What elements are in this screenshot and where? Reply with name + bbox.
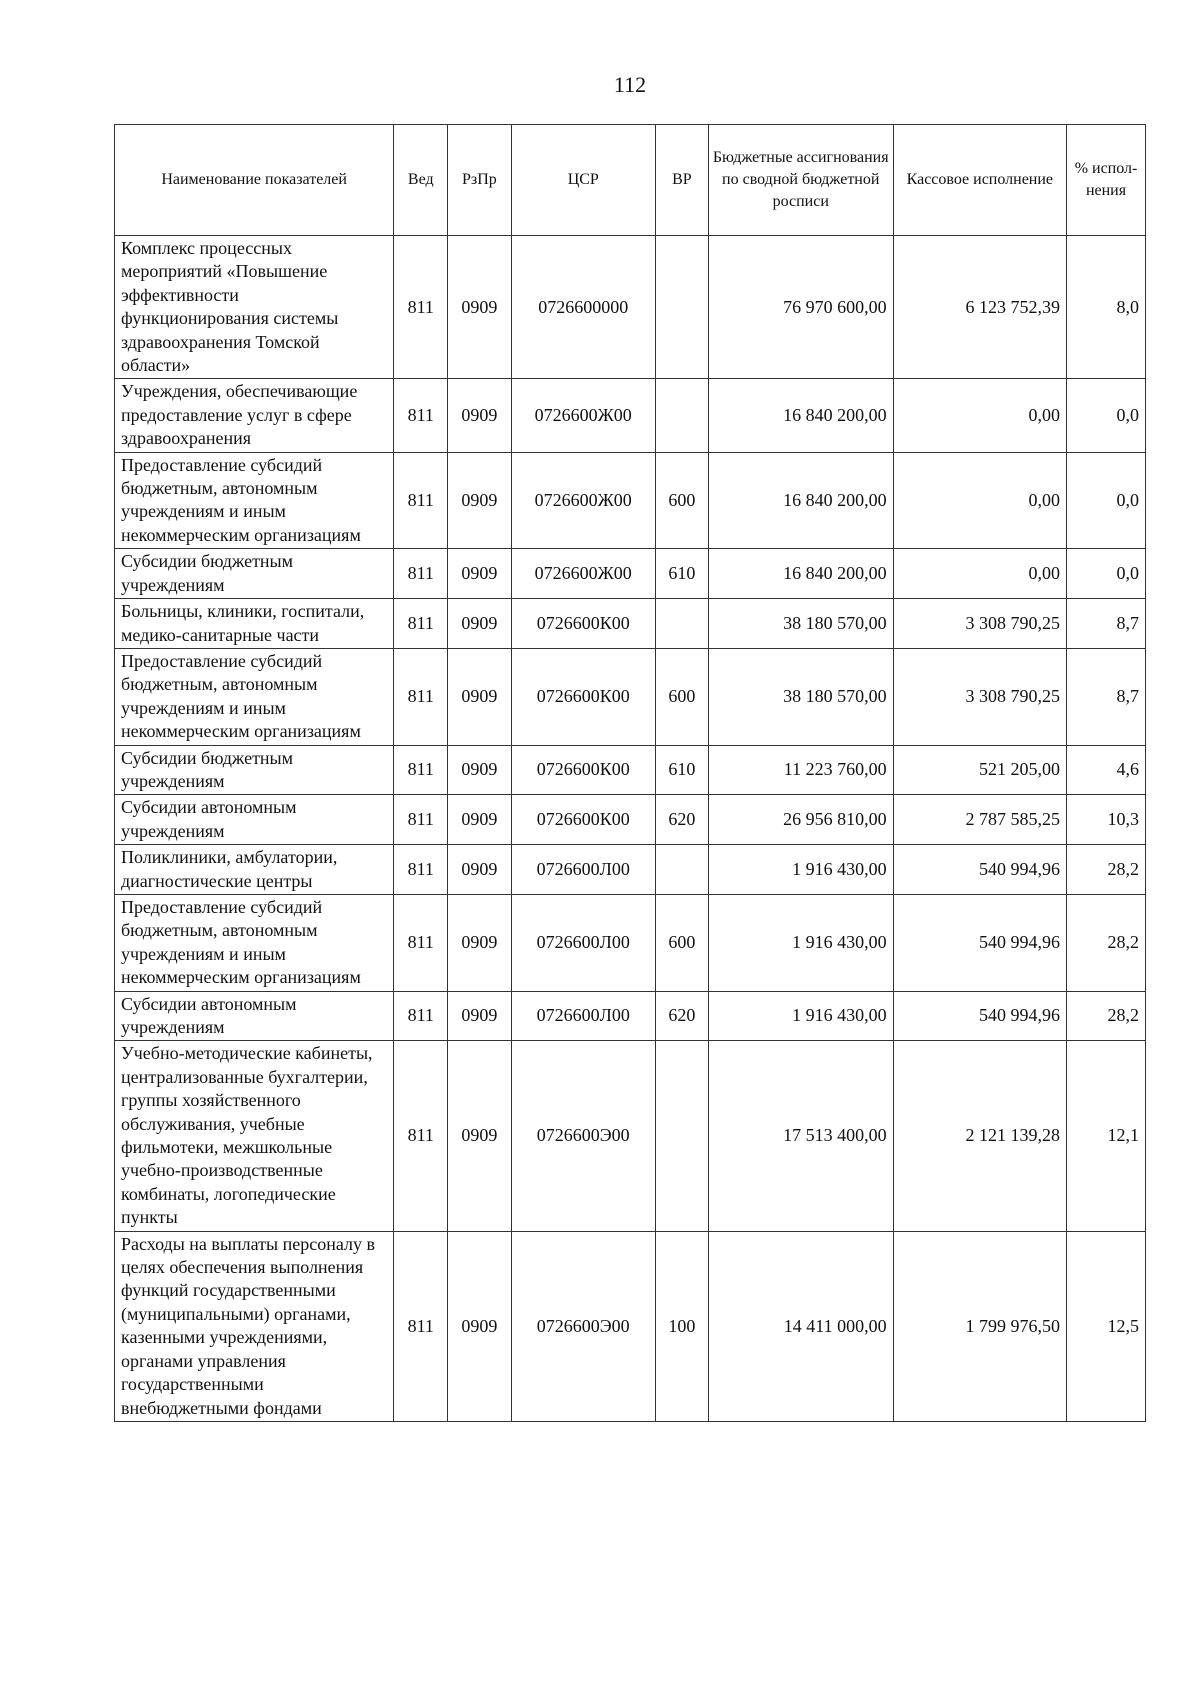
cell-budget: 17 513 400,00 xyxy=(708,1041,893,1231)
cell-rzpr: 0909 xyxy=(448,599,511,649)
cell-csr: 0726600Ж00 xyxy=(511,549,655,599)
cell-ved: 811 xyxy=(394,452,448,549)
cell-budget: 1 916 430,00 xyxy=(708,991,893,1041)
table-row xyxy=(115,991,1146,1041)
cell-csr: 0726600К00 xyxy=(511,745,655,795)
cell-budget: 76 970 600,00 xyxy=(708,236,893,379)
cell-pct: 12,5 xyxy=(1067,1231,1146,1421)
cell-name: Поликлиники, амбулатории, диагностические центры xyxy=(115,845,394,895)
cell-name: Предоставление субсидий бюджетным, автономным учреждениям и иным некоммерческим организациям xyxy=(115,648,394,745)
header-csr: ЦСР xyxy=(511,125,655,236)
cell-vr xyxy=(655,236,708,379)
cell-budget: 1 916 430,00 xyxy=(708,845,893,895)
cell-rzpr: 0909 xyxy=(448,648,511,745)
cell-ved: 811 xyxy=(394,648,448,745)
table-row xyxy=(115,452,1146,549)
table-row xyxy=(115,379,1146,452)
cell-cash: 540 994,96 xyxy=(893,991,1066,1041)
cell-name: Предоставление субсидий бюджетным, автономным учреждениям и иным некоммерческим организациям xyxy=(115,894,394,991)
cell-csr: 0726600Л00 xyxy=(511,845,655,895)
cell-name: Субсидии автономным учреждениям xyxy=(115,991,394,1041)
cell-cash: 6 123 752,39 xyxy=(893,236,1066,379)
cell-budget: 26 956 810,00 xyxy=(708,795,893,845)
cell-name: Предоставление субсидий бюджетным, автономным учреждениям и иным некоммерческим организациям xyxy=(115,452,394,549)
table-row xyxy=(115,1041,1146,1231)
cell-vr: 620 xyxy=(655,795,708,845)
table-row xyxy=(115,648,1146,745)
cell-cash: 2 787 585,25 xyxy=(893,795,1066,845)
cell-pct: 8,7 xyxy=(1067,648,1146,745)
header-cash: Кассовое исполнение xyxy=(893,125,1066,236)
cell-ved: 811 xyxy=(394,745,448,795)
cell-budget: 38 180 570,00 xyxy=(708,599,893,649)
cell-ved: 811 xyxy=(394,1041,448,1231)
cell-rzpr: 0909 xyxy=(448,452,511,549)
cell-rzpr: 0909 xyxy=(448,845,511,895)
cell-rzpr: 0909 xyxy=(448,1041,511,1231)
cell-name: Учебно-методические кабинеты, централизованные бухгалтерии, группы хозяйственного обслуживания, учебные фильмотеки, межшкольные учебно-производственные комбинаты, логопедические пункты xyxy=(115,1041,394,1231)
table-row xyxy=(115,845,1146,895)
cell-name: Расходы на выплаты персоналу в целях обеспечения выполнения функций государственными (муниципальными) органами, казенными учреждениями, органами управления государственными внебюджетными фондами xyxy=(115,1231,394,1421)
cell-budget: 11 223 760,00 xyxy=(708,745,893,795)
budget-table xyxy=(114,124,1146,1422)
cell-rzpr: 0909 xyxy=(448,745,511,795)
cell-name: Субсидии бюджетным учреждениям xyxy=(115,745,394,795)
cell-ved: 811 xyxy=(394,795,448,845)
cell-ved: 811 xyxy=(394,236,448,379)
cell-vr: 610 xyxy=(655,549,708,599)
table-row xyxy=(115,894,1146,991)
cell-cash: 0,00 xyxy=(893,379,1066,452)
cell-name: Больницы, клиники, госпитали, медико-санитарные части xyxy=(115,599,394,649)
cell-budget: 38 180 570,00 xyxy=(708,648,893,745)
table-row xyxy=(115,795,1146,845)
cell-ved: 811 xyxy=(394,379,448,452)
cell-pct: 8,7 xyxy=(1067,599,1146,649)
cell-pct: 28,2 xyxy=(1067,845,1146,895)
cell-rzpr: 0909 xyxy=(448,379,511,452)
cell-cash: 1 799 976,50 xyxy=(893,1231,1066,1421)
cell-cash: 540 994,96 xyxy=(893,894,1066,991)
cell-cash: 0,00 xyxy=(893,549,1066,599)
header-budget: Бюджетные ассигнования по сводной бюджетной росписи xyxy=(708,125,893,236)
page-number: 112 xyxy=(613,72,647,97)
cell-csr: 0726600Ж00 xyxy=(511,452,655,549)
cell-name: Субсидии бюджетным учреждениям xyxy=(115,549,394,599)
cell-rzpr: 0909 xyxy=(448,795,511,845)
cell-name: Субсидии автономным учреждениям xyxy=(115,795,394,845)
header-ved: Вед xyxy=(394,125,448,236)
cell-budget: 16 840 200,00 xyxy=(708,379,893,452)
header-pct: % испол-нения xyxy=(1067,125,1146,236)
cell-cash: 540 994,96 xyxy=(893,845,1066,895)
cell-csr: 0726600К00 xyxy=(511,648,655,745)
cell-csr: 0726600Э00 xyxy=(511,1231,655,1421)
cell-ved: 811 xyxy=(394,599,448,649)
cell-name: Учреждения, обеспечивающие предоставление услуг в сфере здравоохранения xyxy=(115,379,394,452)
cell-rzpr: 0909 xyxy=(448,236,511,379)
cell-vr: 600 xyxy=(655,894,708,991)
cell-csr: 0726600К00 xyxy=(511,795,655,845)
cell-pct: 4,6 xyxy=(1067,745,1146,795)
cell-ved: 811 xyxy=(394,894,448,991)
table-header-row xyxy=(115,125,1146,236)
cell-cash: 0,00 xyxy=(893,452,1066,549)
header-name: Наименование показателей xyxy=(115,125,394,236)
cell-rzpr: 0909 xyxy=(448,894,511,991)
cell-vr xyxy=(655,379,708,452)
cell-rzpr: 0909 xyxy=(448,991,511,1041)
cell-name: Комплекс процессных мероприятий «Повышение эффективности функционирования системы здравоохранения Томской области» xyxy=(115,236,394,379)
table-row xyxy=(115,745,1146,795)
cell-vr: 610 xyxy=(655,745,708,795)
cell-cash: 3 308 790,25 xyxy=(893,599,1066,649)
cell-csr: 0726600Ж00 xyxy=(511,379,655,452)
cell-pct: 0,0 xyxy=(1067,549,1146,599)
table-row xyxy=(115,236,1146,379)
cell-cash: 3 308 790,25 xyxy=(893,648,1066,745)
cell-ved: 811 xyxy=(394,1231,448,1421)
cell-budget: 14 411 000,00 xyxy=(708,1231,893,1421)
header-rzpr: РзПр xyxy=(448,125,511,236)
cell-csr: 0726600К00 xyxy=(511,599,655,649)
cell-csr: 0726600Л00 xyxy=(511,991,655,1041)
cell-pct: 12,1 xyxy=(1067,1041,1146,1231)
cell-pct: 28,2 xyxy=(1067,991,1146,1041)
cell-vr: 600 xyxy=(655,648,708,745)
cell-pct: 0,0 xyxy=(1067,379,1146,452)
cell-vr xyxy=(655,845,708,895)
cell-csr: 0726600000 xyxy=(511,236,655,379)
cell-pct: 8,0 xyxy=(1067,236,1146,379)
cell-ved: 811 xyxy=(394,549,448,599)
cell-cash: 2 121 139,28 xyxy=(893,1041,1066,1231)
cell-pct: 28,2 xyxy=(1067,894,1146,991)
cell-ved: 811 xyxy=(394,991,448,1041)
header-vr: ВР xyxy=(655,125,708,236)
cell-vr: 620 xyxy=(655,991,708,1041)
cell-csr: 0726600Э00 xyxy=(511,1041,655,1231)
cell-vr xyxy=(655,599,708,649)
cell-vr: 100 xyxy=(655,1231,708,1421)
cell-budget: 1 916 430,00 xyxy=(708,894,893,991)
cell-budget: 16 840 200,00 xyxy=(708,452,893,549)
cell-csr: 0726600Л00 xyxy=(511,894,655,991)
cell-rzpr: 0909 xyxy=(448,1231,511,1421)
table-row xyxy=(115,599,1146,649)
cell-vr xyxy=(655,1041,708,1231)
cell-pct: 10,3 xyxy=(1067,795,1146,845)
cell-budget: 16 840 200,00 xyxy=(708,549,893,599)
table-row xyxy=(115,549,1146,599)
cell-vr: 600 xyxy=(655,452,708,549)
cell-cash: 521 205,00 xyxy=(893,745,1066,795)
cell-ved: 811 xyxy=(394,845,448,895)
cell-rzpr: 0909 xyxy=(448,549,511,599)
table-row xyxy=(115,1231,1146,1421)
cell-pct: 0,0 xyxy=(1067,452,1146,549)
